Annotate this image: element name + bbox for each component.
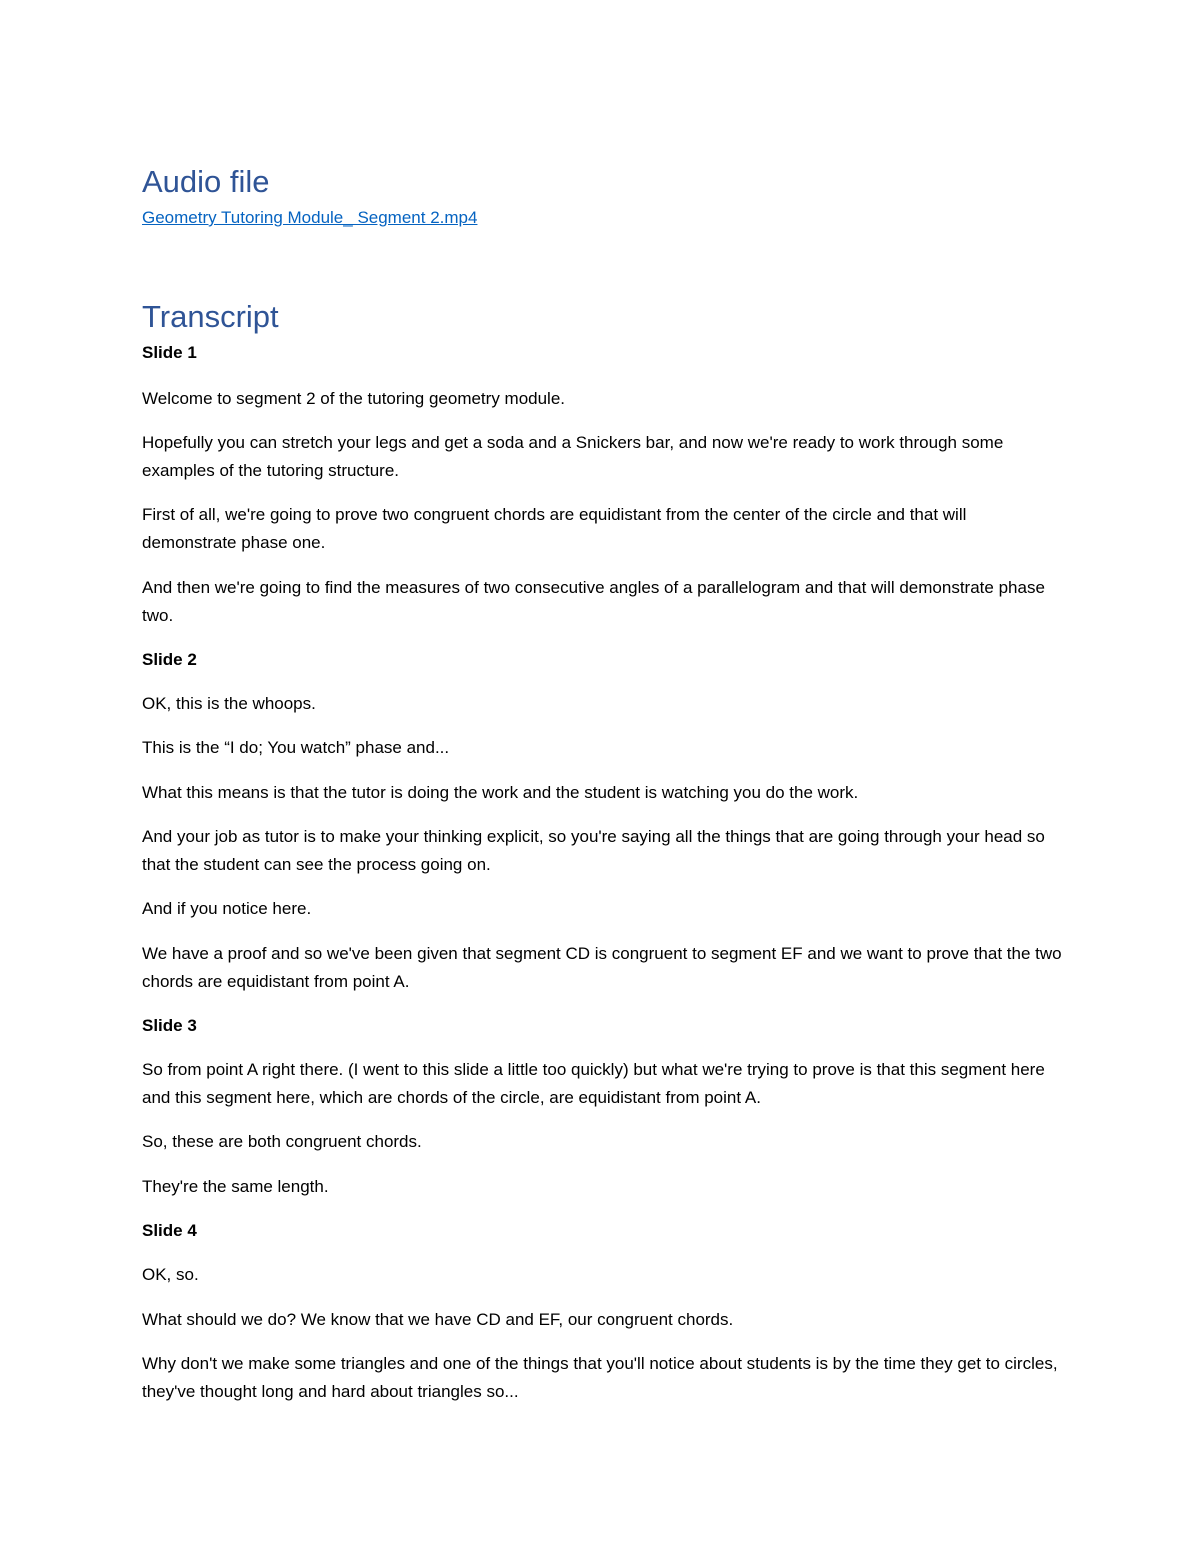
transcript-paragraph: What should we do? We know that we have CD and EF, our congruent chords. <box>142 1310 734 1329</box>
transcript-paragraph: Why don't we make some triangles and one of the things that you'll notice about students is by the time they get to circles, they've thought long and hard about triangles so... <box>142 1354 1058 1401</box>
transcript-paragraph: They're the same length. <box>142 1177 329 1196</box>
transcript-paragraph: And then we're going to find the measures of two consecutive angles of a parallelogram and that will demonstrate phase two. <box>142 578 1045 625</box>
transcript-paragraph: And your job as tutor is to make your thinking explicit, so you're saying all the things that are going through your head so that the student can see the process going on. <box>142 827 1045 874</box>
transcript-paragraph: We have a proof and so we've been given that segment CD is congruent to segment EF and we want to prove that the two chords are equidistant from point A. <box>142 944 1062 991</box>
slide-label: Slide 4 <box>142 1221 197 1240</box>
transcript-paragraph: OK, this is the whoops. <box>142 694 316 713</box>
transcript-paragraph: First of all, we're going to prove two congruent chords are equidistant from the center of the circle and that will demonstrate phase one. <box>142 505 967 552</box>
audio-file-link[interactable]: Geometry Tutoring Module_ Segment 2.mp4 <box>142 208 478 227</box>
transcript-paragraph: And if you notice here. <box>142 899 312 918</box>
transcript-paragraph: This is the “I do; You watch” phase and... <box>142 738 450 757</box>
slide-label: Slide 1 <box>142 343 197 362</box>
transcript-paragraph: So from point A right there. (I went to this slide a little too quickly) but what we're trying to prove is that this segment here and this segment here, which are chords of the circle, are equidistant from point A. <box>142 1060 1045 1107</box>
transcript-paragraph: So, these are both congruent chords. <box>142 1132 422 1151</box>
slide-label: Slide 3 <box>142 1016 197 1035</box>
slide-label: Slide 2 <box>142 650 197 669</box>
transcript-heading: Transcript <box>142 299 279 334</box>
transcript-paragraph: Welcome to segment 2 of the tutoring geometry module. <box>142 389 566 408</box>
transcript-paragraph: What this means is that the tutor is doing the work and the student is watching you do the work. <box>142 783 859 802</box>
audio-file-heading: Audio file <box>142 164 270 199</box>
transcript-paragraph: OK, so. <box>142 1265 199 1284</box>
transcript-paragraph: Hopefully you can stretch your legs and get a soda and a Snickers bar, and now we're ready to work through some examples of the tutoring structure. <box>142 433 1004 480</box>
